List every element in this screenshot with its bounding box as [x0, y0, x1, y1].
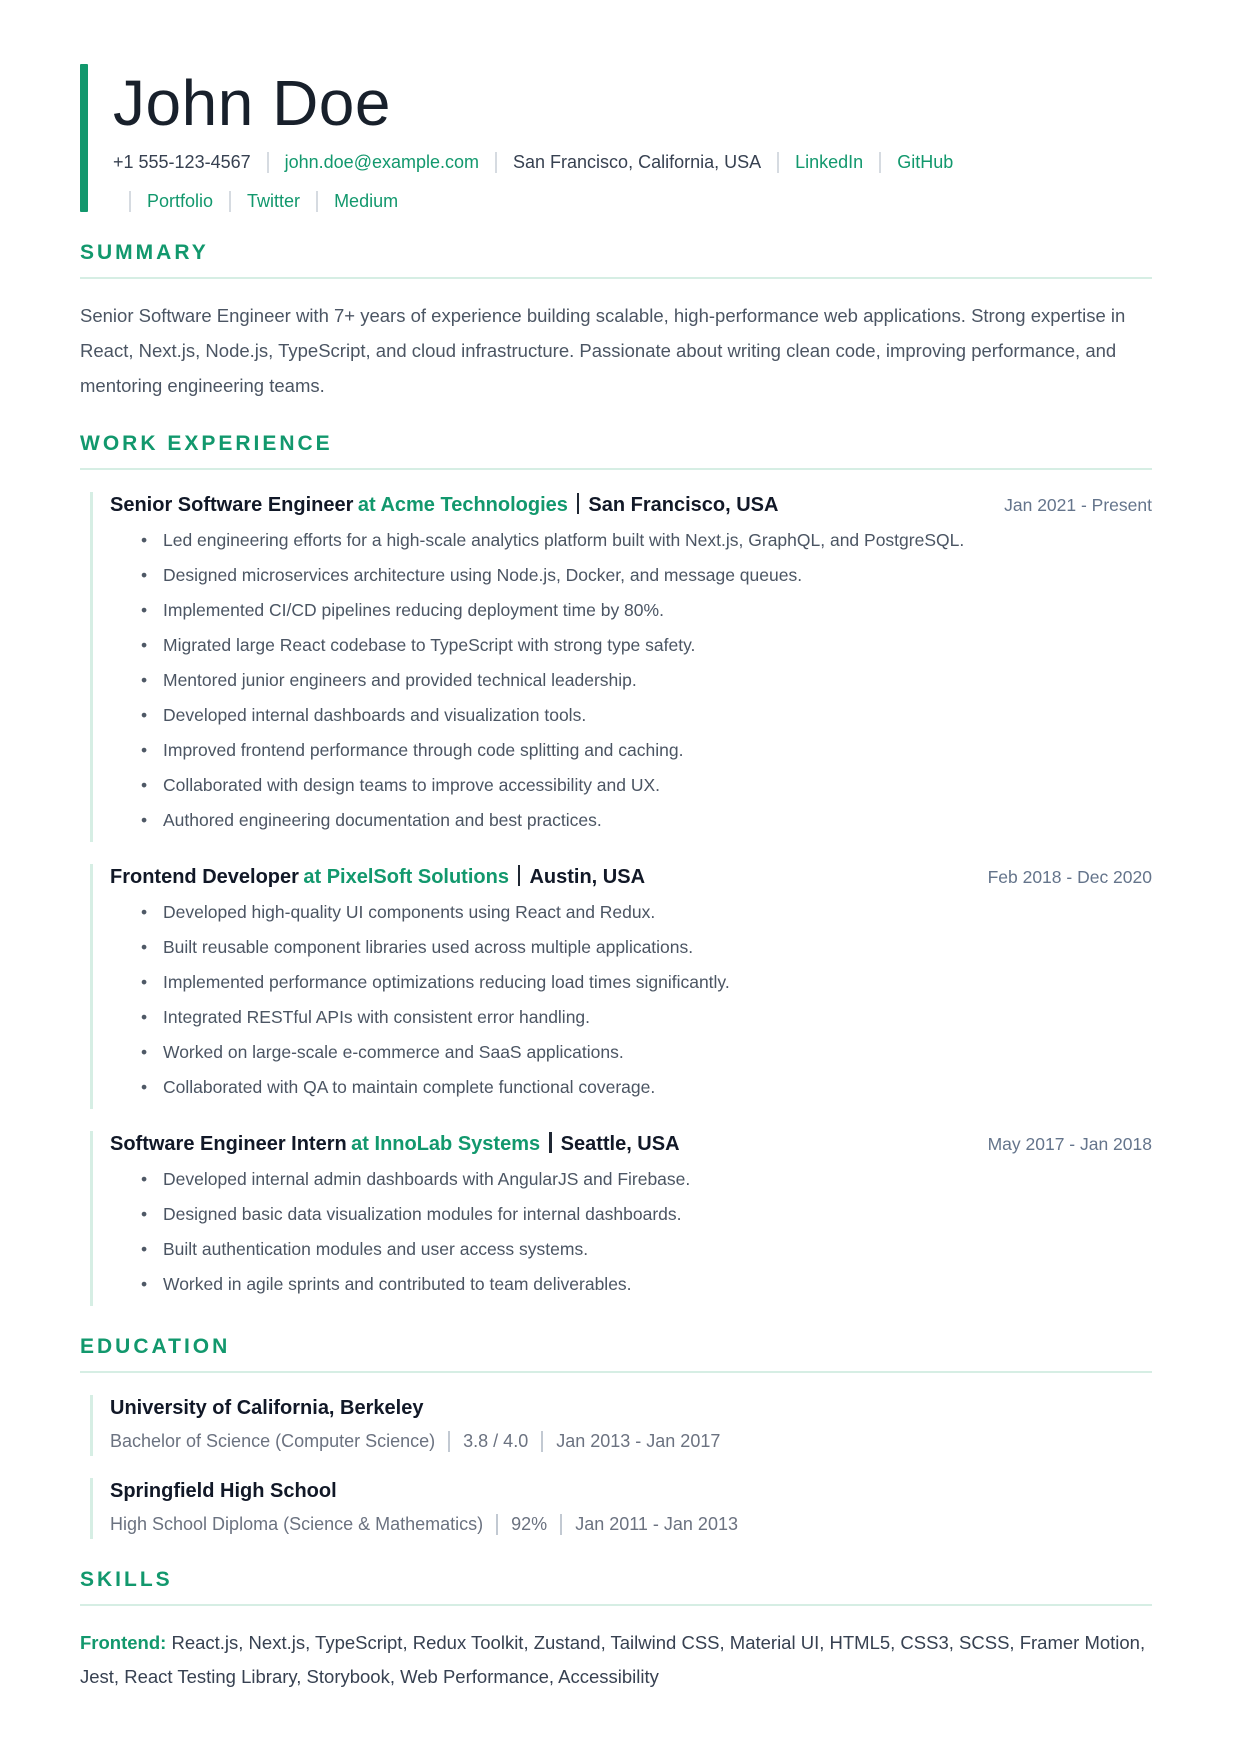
contact-link-portfolio[interactable]: Portfolio: [147, 191, 214, 212]
detail-separator: [448, 1431, 450, 1452]
job-bullet: • Developed internal dashboards and visualization tools.: [134, 704, 1152, 727]
section-education: [80, 1335, 1152, 1539]
job-company: at PixelSoft Solutions: [303, 866, 509, 889]
school-score: 92%: [511, 1514, 548, 1535]
job-title-separator: [577, 493, 580, 514]
section-title-summary: SUMMARY: [80, 241, 209, 265]
section-divider: [80, 468, 1152, 470]
school-score: 3.8 / 4.0: [463, 1431, 529, 1452]
job-bullets: [110, 529, 1152, 832]
jobs-list: [80, 492, 1152, 1306]
job-bullet: • Developed high-quality UI components using React and Redux.: [134, 901, 1152, 924]
section-summary: [80, 241, 1152, 403]
school-name: Springfield High School: [110, 1480, 337, 1503]
section-divider: [80, 1371, 1152, 1373]
detail-separator: [560, 1514, 562, 1535]
job-dates: May 2017 - Jan 2018: [987, 1134, 1152, 1155]
contact-separator: [229, 191, 231, 212]
job-bullet: • Implemented CI/CD pipelines reducing deployment time by 80%.: [134, 599, 1152, 622]
contact-email-link[interactable]: john.doe@example.com: [284, 152, 480, 173]
job-title-separator: [549, 1132, 552, 1153]
job-bullet: • Migrated large React codebase to TypeScript with strong type safety.: [134, 634, 1152, 657]
accent-bar: [80, 64, 88, 212]
detail-separator: [496, 1514, 498, 1535]
skills-items: React.js, Next.js, TypeScript, Redux Toolkit, Zustand, Tailwind CSS, Material UI, HTML5, CSS3, SCSS, Framer Motion, Jest, React Testing Library, Storybook, Web Performance, Accessibility: [80, 1632, 1146, 1688]
contact-link-github[interactable]: GitHub: [897, 152, 954, 173]
contact-separator: [495, 152, 497, 173]
school-dates: Jan 2011 - Jan 2013: [575, 1514, 738, 1535]
section-title-work-experience: WORK EXPERIENCE: [80, 432, 333, 456]
section-divider: [80, 277, 1152, 279]
job-bullet: • Collaborated with QA to maintain complete functional coverage.: [134, 1076, 1152, 1099]
skills-label: Frontend:: [80, 1632, 167, 1654]
job-title: [110, 865, 645, 889]
section-title-education: EDUCATION: [80, 1335, 231, 1359]
job-entry: [90, 1131, 1152, 1306]
job-location: Seattle, USA: [560, 1133, 680, 1156]
job-role: Senior Software Engineer: [110, 494, 354, 517]
job-entry: [90, 864, 1152, 1109]
job-bullets: [110, 901, 1152, 1099]
school-degree: High School Diploma (Science & Mathematics): [110, 1514, 484, 1535]
job-location: San Francisco, USA: [588, 494, 779, 517]
job-bullet: • Designed microservices architecture using Node.js, Docker, and message queues.: [134, 564, 1152, 587]
contact-link-twitter[interactable]: Twitter: [247, 191, 301, 212]
contact-location: San Francisco, California, USA: [513, 152, 762, 173]
header-content: [113, 64, 1152, 212]
job-bullet: • Mentored junior engineers and provided technical leadership.: [134, 669, 1152, 692]
contact-row: [113, 152, 1152, 212]
school-dates: Jan 2013 - Jan 2017: [556, 1431, 721, 1452]
contact-separator: [777, 152, 779, 173]
job-bullet: • Built reusable component libraries used across multiple applications.: [134, 936, 1152, 959]
section-title-skills: SKILLS: [80, 1568, 173, 1592]
contact-link-medium[interactable]: Medium: [334, 191, 399, 212]
section-divider: [80, 1604, 1152, 1606]
job-bullet: • Integrated RESTful APIs with consistent error handling.: [134, 1006, 1152, 1029]
job-header: [110, 865, 1152, 889]
job-bullet: • Improved frontend performance through code splitting and caching.: [134, 739, 1152, 762]
contact-separator: [267, 152, 269, 173]
job-entry: [90, 492, 1152, 842]
job-role: Software Engineer Intern: [110, 1133, 347, 1156]
contact-separator: [879, 152, 881, 173]
education-entry: [90, 1478, 1152, 1539]
contact-separator: [129, 191, 131, 212]
school-detail: [110, 1431, 1152, 1452]
job-title: [110, 493, 778, 517]
schools-list: [80, 1395, 1152, 1539]
contact-separator: [316, 191, 318, 212]
job-bullet: • Implemented performance optimizations reducing load times significantly.: [134, 971, 1152, 994]
section-skills: [80, 1568, 1152, 1694]
job-location: Austin, USA: [529, 866, 646, 889]
section-work-experience: [80, 432, 1152, 1306]
job-bullet: • Worked on large-scale e-commerce and SaaS applications.: [134, 1041, 1152, 1064]
job-header: [110, 493, 1152, 517]
job-role: Frontend Developer: [110, 866, 299, 889]
education-entry: [90, 1395, 1152, 1456]
skills-group: [80, 1626, 1152, 1694]
job-company: at InnoLab Systems: [351, 1133, 541, 1156]
detail-separator: [541, 1431, 543, 1452]
school-name: University of California, Berkeley: [110, 1397, 424, 1420]
job-dates: Feb 2018 - Dec 2020: [987, 867, 1152, 888]
school-degree: Bachelor of Science (Computer Science): [110, 1431, 436, 1452]
job-bullet: • Led engineering efforts for a high-scale analytics platform built with Next.js, GraphQL, and PostgreSQL.: [134, 529, 1152, 552]
resume-header: [80, 64, 1152, 212]
summary-text: Senior Software Engineer with 7+ years of experience building scalable, high-performance web applications. Strong expertise in React, Next.js, Node.js, TypeScript, and cloud infrastructure. Passionate about writing clean code, improving performance, and mentoring engineering teams.: [80, 305, 1126, 397]
contact-phone: +1 555-123-4567: [113, 152, 251, 173]
skills-list: [80, 1626, 1152, 1694]
job-title-separator: [518, 865, 521, 886]
job-bullet: • Developed internal admin dashboards with AngularJS and Firebase.: [134, 1168, 1152, 1191]
job-dates: Jan 2021 - Present: [1004, 495, 1152, 516]
job-company: at Acme Technologies: [357, 494, 568, 517]
page-title: John Doe: [113, 67, 391, 139]
job-bullets: [110, 1168, 1152, 1296]
job-bullet: • Collaborated with design teams to improve accessibility and UX.: [134, 774, 1152, 797]
school-detail: [110, 1514, 1152, 1535]
contact-link-linkedin[interactable]: LinkedIn: [795, 152, 864, 173]
job-bullet: • Designed basic data visualization modules for internal dashboards.: [134, 1203, 1152, 1226]
job-bullet: • Authored engineering documentation and best practices.: [134, 809, 1152, 832]
job-header: [110, 1132, 1152, 1156]
job-bullet: • Built authentication modules and user access systems.: [134, 1238, 1152, 1261]
job-bullet: • Worked in agile sprints and contributed to team deliverables.: [134, 1273, 1152, 1296]
job-title: [110, 1132, 680, 1156]
